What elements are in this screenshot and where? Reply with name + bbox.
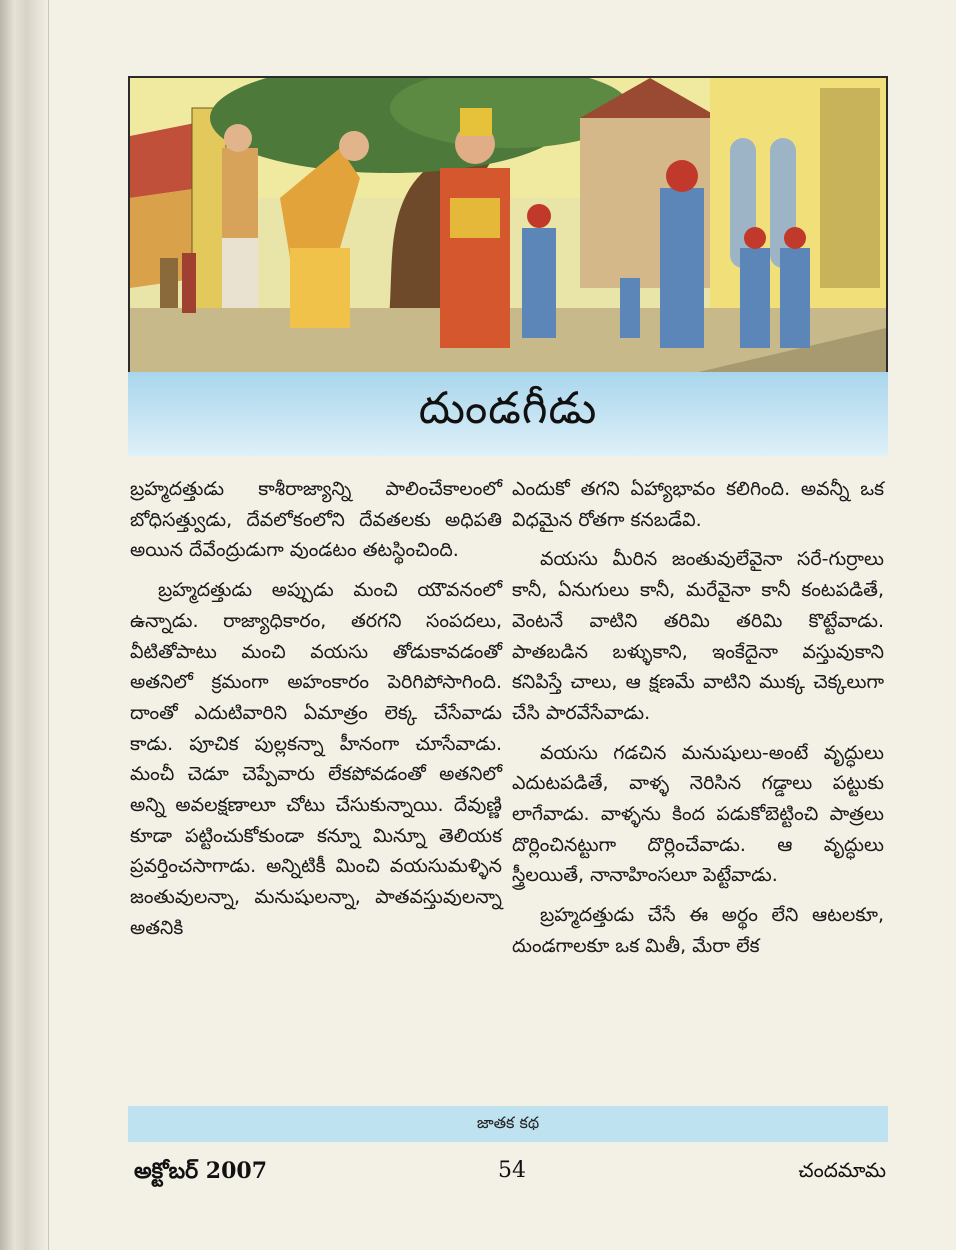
- paragraph: బ్రహ్మదత్తుడు చేసే ఈ అర్థం లేని ఆటలకూ, దుండగాలకూ ఒక మితీ, మేరా లేక: [512, 904, 884, 957]
- paragraph: ఎందుకో తగని ఏహ్యాభావం కలిగింది. అవన్నీ ఒక విధమైన రోతగా కనబడేవి.: [512, 478, 884, 531]
- paragraph: వయసు గడచిన మనుషులు-అంటే వృద్ధులు ఎదుటపడితే, వాళ్ళ నెరిసిన గడ్డాలు పట్టుకు లాగేవాడు. వాళ్ళను కింద పడుకోబెట్టించి పాత్రలు దొర్లించినట్టుగా దొర్లించేవాడు. ఆ వృద్ధులు స్త్రీలయితే, నానాహింసలూ పెట్టేవాడు.: [512, 741, 884, 887]
- paragraph: వయసు మీరిన జంతువులేవైనా సరే-గుర్రాలు కానీ, ఏనుగులు కానీ, మరేవైనా కానీ కంటపడితే, వెంటనే వాటిని తరిమి తరిమి కొట్టేవాడు. పాతబడిన బళ్ళుకాని, ఇంకేదైనా వస్తువుకాని కనిపిస్తే చాలు, ఆ క్షణమే వాటిని ముక్క చెక్కలుగా చేసి పారవేసేవాడు.: [512, 548, 884, 724]
- story-title-band: [128, 372, 888, 456]
- page-number: 54: [498, 1158, 526, 1183]
- paragraph: బ్రహ్మదత్తుడు కాశీరాజ్యాన్ని పాలించేకాలంలో బోధిసత్త్వుడు, దేవలోకంలోని దేవతలకు అధిపతి అయిన దేవేంద్రుడుగా వుండటం తటస్థించింది.: [130, 478, 502, 562]
- text-column-left: [130, 474, 502, 953]
- issue-date: అక్టోబర్ 2007: [134, 1158, 268, 1184]
- text-column-right: [512, 474, 884, 971]
- paragraph: బ్రహ్మదత్తుడు అప్పుడు మంచి యౌవనంలో ఉన్నాడు. రాజ్యాధికారం, తరగని సంపదలు, వీటితోపాటు మంచి వయసు తోడుకావడంతో అతనిలో క్రమంగా అహంకారం పెరిగిపోసాగింది. దాంతో ఎదుటివారిని ఏమాత్రం లెక్క చేసేవాడు కాడు. పూచిక పుల్లకన్నా హీనంగా చూసేవాడు. మంచీ చెడూ చెప్పేవారు లేకపోవడంతో అతనిలో అన్ని అవలక్షణాలూ చోటు చేసుకున్నాయి. దేవుణ్ణి కూడా పట్టించుకోకుండా కన్నూ మిన్నూ తెలియక ప్రవర్తించసాగాడు. అన్నిటికీ మించి వయసుమళ్ళిన జంతువులన్నా, మనుషులన్నా, పాతవస్తువులన్నా అతనికి: [130, 579, 502, 939]
- page-binding-edge: [0, 0, 49, 1250]
- story-illustration-art: [130, 78, 886, 374]
- series-band: [128, 1106, 888, 1142]
- magazine-name: చందమామ: [798, 1158, 886, 1182]
- series-label: జాతక కథ: [476, 1112, 540, 1132]
- story-illustration: [128, 76, 888, 376]
- story-title: దుండగీడు: [418, 383, 598, 434]
